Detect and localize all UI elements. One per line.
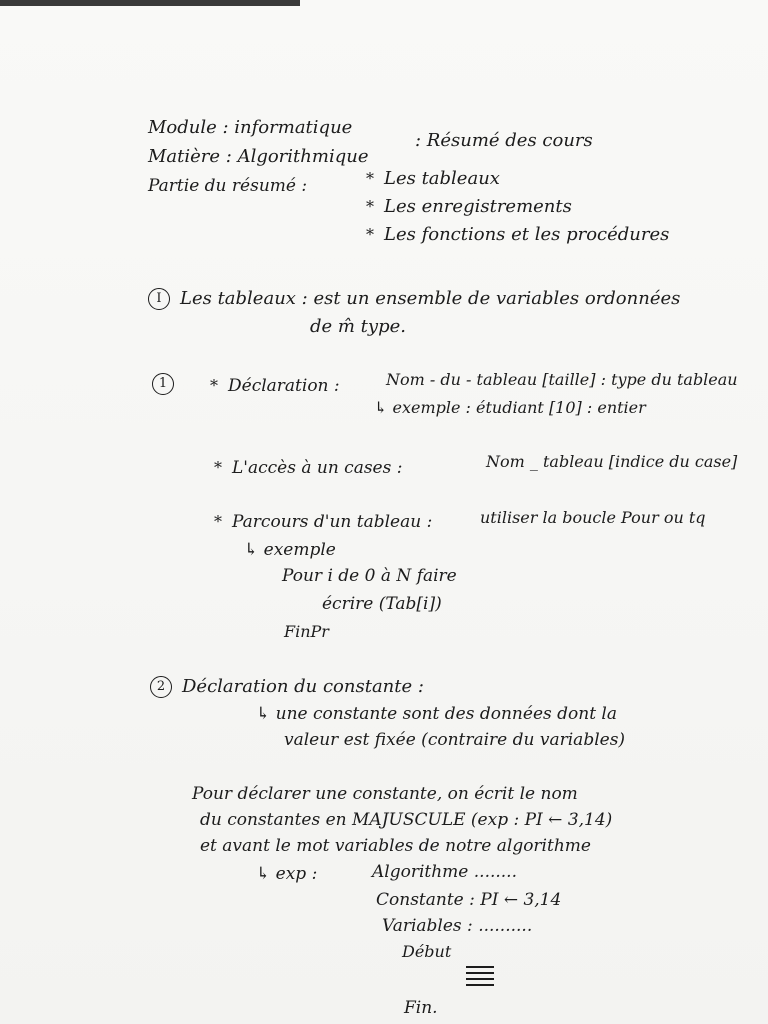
paragraph-line-2: du constantes en MAJUSCULE (exp : PI ← 3,14)	[200, 810, 613, 830]
acces-label: * L'accès à un cases :	[214, 458, 403, 478]
exp-line-1: Algorithme ........	[372, 862, 517, 882]
parcours-label: * Parcours d'un tableau :	[214, 512, 433, 532]
code-line-1: Pour i de 0 à N faire	[282, 566, 457, 586]
parcours-text: utiliser la boucle Pour ou tq	[480, 508, 706, 527]
matiere-line: Matière : Algorithmique	[148, 146, 369, 167]
exp-line-3: Variables : ..........	[382, 916, 533, 936]
parcours-example-label: ↳ exemple	[244, 540, 336, 560]
partie-label: Partie du résumé :	[148, 176, 308, 196]
ellipsis-bars-mark	[466, 966, 494, 990]
code-line-3: FinPr	[284, 622, 329, 641]
partie-item-2: * Les enregistrements	[366, 196, 572, 217]
circle-marker-1: 1	[152, 373, 184, 395]
tableaux-definition-cont: de m̂ type.	[310, 316, 406, 337]
acces-syntax: Nom _ tableau [indice du case]	[486, 452, 738, 471]
module-line: Module : informatique	[148, 117, 353, 138]
resume-line: : Résumé des cours	[415, 130, 593, 151]
partie-item-3: * Les fonctions et les procédures	[366, 224, 670, 245]
constante-definition-2: valeur est fixée (contraire du variables)	[284, 730, 626, 750]
section-number-circle: I	[148, 288, 170, 310]
page-top-edge	[0, 0, 300, 6]
section-constante: 2 Déclaration du constante :	[150, 676, 424, 698]
exp-line-5: Fin.	[404, 998, 438, 1018]
exp-label: ↳ exp :	[256, 864, 318, 884]
paragraph-line-3: et avant le mot variables de notre algorithme	[200, 836, 591, 856]
constante-definition-1: ↳ une constante sont des données dont la	[256, 704, 618, 724]
exp-line-2: Constante : PI ← 3,14	[376, 890, 562, 910]
paragraph-line-1: Pour déclarer une constante, on écrit le nom	[192, 784, 578, 804]
partie-item-1: * Les tableaux	[366, 168, 500, 189]
code-line-2: écrire (Tab[i])	[322, 594, 442, 614]
declaration-syntax: Nom - du - tableau [taille] : type du tableau	[386, 370, 738, 389]
declaration-label: * Déclaration :	[210, 376, 340, 396]
declaration-example: ↳ exemple : étudiant [10] : entier	[374, 398, 646, 417]
section-tableaux: I Les tableaux : est un ensemble de variables ordonnées	[148, 288, 680, 310]
exp-line-4: Début	[402, 942, 452, 961]
